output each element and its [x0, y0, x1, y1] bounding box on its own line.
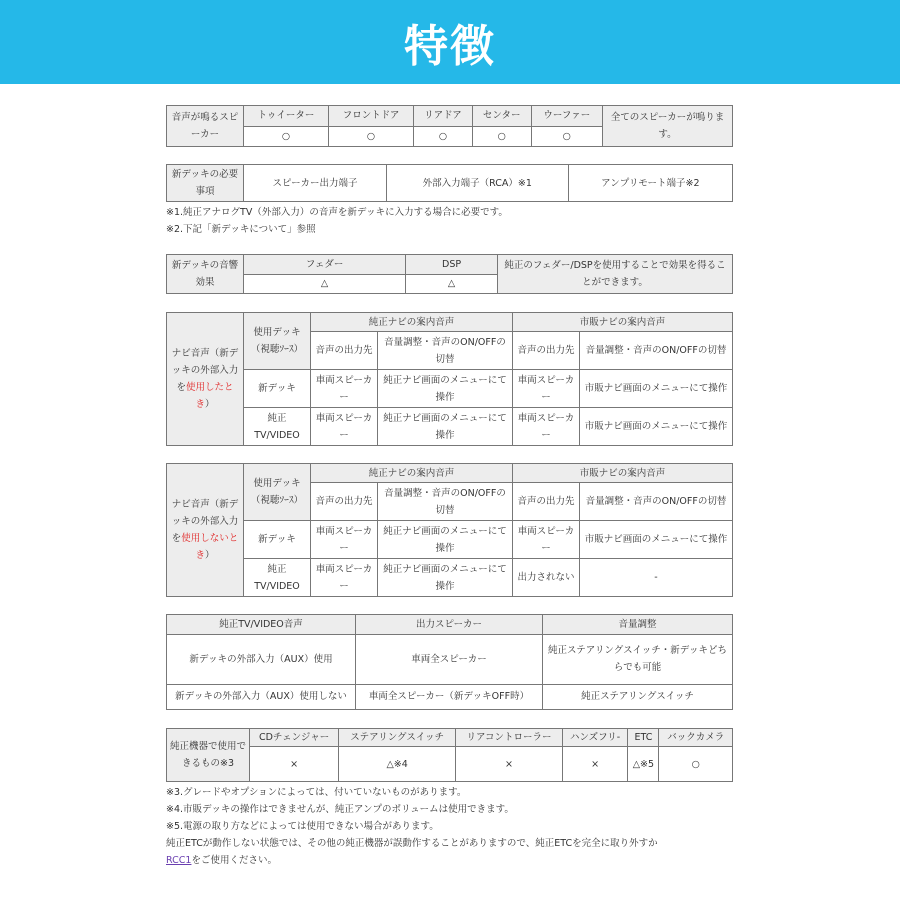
table-cell: 純正ナビ画面のメニューにて操作	[378, 559, 513, 597]
navi-side-label: ナビ音声（新デッキの外部入力を使用しないとき）	[167, 464, 244, 597]
speaker-col: リアドア	[414, 106, 473, 127]
sub-head: 音量調整・音声のON/OFFの切替	[378, 483, 513, 521]
footnote-1: ※1.純正アナログTV（外部入力）の音声を新デッキに入力する場合に必要です。	[166, 207, 508, 218]
tv-col-head: 純正TV/VIDEO音声	[167, 615, 356, 635]
equipment-col: CDチェンジャー	[250, 729, 339, 747]
table-cell: 新デッキの外部入力（AUX）使用	[167, 635, 356, 685]
sub-head: 音量調整・音声のON/OFFの切替	[580, 332, 733, 370]
sub-head: 音量調整・音声のON/OFFの切替	[580, 483, 733, 521]
deck-head: 使用デッキ（視聴ｿｰｽ）	[244, 464, 311, 521]
equipment-col: リアコントローラー	[456, 729, 563, 747]
navi-audio-unused-table	[166, 463, 733, 597]
speaker-note: 全てのスピーカーが鳴ります。	[603, 106, 733, 147]
table-cell: 出力されない	[513, 559, 580, 597]
footnote-etc: 純正ETCが動作しない状態では、その他の純正機器が誤動作することがありますので、純正ETCを完全に取り外すか	[166, 838, 658, 849]
group-head: 市販ナビの案内音声	[513, 464, 733, 483]
speaker-head: 音声が鳴るスピーカー	[167, 106, 244, 147]
effect-col: DSP	[406, 255, 498, 275]
speaker-col: ウーファー	[531, 106, 602, 127]
table-cell: 車両スピーカー	[311, 559, 378, 597]
deck-label: 純正TV/VIDEO	[244, 408, 311, 446]
equipment-val: △※4	[339, 747, 456, 782]
table-cell: 車両スピーカー	[513, 370, 580, 408]
speaker-table	[166, 105, 733, 147]
effect-val: △	[406, 274, 498, 294]
table-cell: 車両全スピーカー	[356, 635, 543, 685]
equipment-col: バックカメラ	[659, 729, 733, 747]
table-cell: 車両スピーカー	[311, 521, 378, 559]
table-cell: 市販ナビ画面のメニューにて操作	[580, 521, 733, 559]
rcc1-link[interactable]: RCC1	[166, 855, 192, 866]
tv-video-audio-table	[166, 614, 733, 710]
table-cell: 車両スピーカー	[311, 408, 378, 446]
table-cell: 純正ナビ画面のメニューにて操作	[378, 370, 513, 408]
table-cell: 車両スピーカー	[513, 521, 580, 559]
equipment-col: ETC	[628, 729, 659, 747]
deck-label: 純正TV/VIDEO	[244, 559, 311, 597]
table-cell: 純正ステアリングスイッチ・新デッキどちらでも可能	[543, 635, 733, 685]
requirements-col: アンプリモート端子※2	[568, 165, 732, 202]
table-cell: 純正ナビ画面のメニューにて操作	[378, 408, 513, 446]
equipment-val: ×	[456, 747, 563, 782]
speaker-val: ○	[414, 126, 473, 147]
sub-head: 音声の出力先	[311, 483, 378, 521]
header-banner	[0, 0, 900, 84]
genuine-equipment-table	[166, 728, 733, 782]
table-cell: 純正ステアリングスイッチ	[543, 684, 733, 709]
effect-head: 新デッキの音響効果	[167, 255, 244, 294]
sub-head: 音量調整・音声のON/OFFの切替	[378, 332, 513, 370]
table-cell: -	[580, 559, 733, 597]
sub-head: 音声の出力先	[513, 483, 580, 521]
speaker-val: ○	[244, 126, 329, 147]
deck-label: 新デッキ	[244, 521, 311, 559]
speaker-col: トゥイーター	[244, 106, 329, 127]
speaker-val: ○	[472, 126, 531, 147]
group-head: 純正ナビの案内音声	[311, 464, 513, 483]
requirements-table	[166, 164, 733, 202]
footnote-rcc1	[166, 852, 277, 866]
footnote-2: ※2.下記「新デッキについて」参照	[166, 224, 316, 235]
red-highlight: 使用しないとき	[181, 533, 239, 561]
speaker-col: フロントドア	[329, 106, 414, 127]
red-highlight: 使用したとき	[186, 382, 234, 410]
equipment-val: ○	[659, 747, 733, 782]
group-head: 純正ナビの案内音声	[311, 313, 513, 332]
speaker-val: ○	[329, 126, 414, 147]
table-cell: 車両全スピーカー（新デッキOFF時）	[356, 684, 543, 709]
effect-val: △	[244, 274, 406, 294]
equipment-val: ×	[250, 747, 339, 782]
requirements-col: 外部入力端子（RCA）※1	[386, 165, 568, 202]
table-cell: 市販ナビ画面のメニューにて操作	[580, 408, 733, 446]
footnote-3: ※3.グレードやオプションによっては、付いていないものがあります。	[166, 787, 467, 798]
table-cell: 純正ナビ画面のメニューにて操作	[378, 521, 513, 559]
requirements-col: スピーカー出力端子	[244, 165, 387, 202]
footnote-5: ※5.電源の取り方などによっては使用できない場合があります。	[166, 821, 439, 832]
equipment-val: ×	[562, 747, 627, 782]
sound-effect-table	[166, 254, 733, 294]
equipment-col: ハンズフリ-	[562, 729, 627, 747]
equipment-head: 純正機器で使用できるもの※3	[167, 729, 250, 782]
table-cell: 新デッキの外部入力（AUX）使用しない	[167, 684, 356, 709]
equipment-val: △※5	[628, 747, 659, 782]
footnote-4: ※4.市販デッキの操作はできませんが、純正アンプのボリュームは使用できます。	[166, 804, 514, 815]
group-head: 市販ナビの案内音声	[513, 313, 733, 332]
speaker-val: ○	[531, 126, 602, 147]
tv-col-head: 音量調整	[543, 615, 733, 635]
table-cell: 市販ナビ画面のメニューにて操作	[580, 370, 733, 408]
deck-label: 新デッキ	[244, 370, 311, 408]
effect-note: 純正のフェダー/DSPを使用することで効果を得ることができます。	[498, 255, 733, 294]
tv-col-head: 出力スピーカー	[356, 615, 543, 635]
sub-head: 音声の出力先	[513, 332, 580, 370]
page-title: 特徴	[404, 21, 496, 72]
speaker-col: センター	[472, 106, 531, 127]
rcc1-suffix: をご使用ください。	[191, 855, 277, 866]
sub-head: 音声の出力先	[311, 332, 378, 370]
navi-side-label: ナビ音声（新デッキの外部入力を使用したとき）	[167, 313, 244, 446]
navi-audio-used-table	[166, 312, 733, 446]
requirements-head: 新デッキの必要事項	[167, 165, 244, 202]
equipment-col: ステアリングスイッチ	[339, 729, 456, 747]
deck-head: 使用デッキ（視聴ｿｰｽ）	[244, 313, 311, 370]
table-cell: 車両スピーカー	[513, 408, 580, 446]
table-cell: 車両スピーカー	[311, 370, 378, 408]
effect-col: フェダー	[244, 255, 406, 275]
